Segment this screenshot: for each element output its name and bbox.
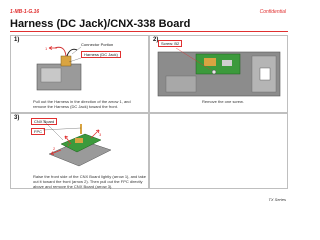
cnx-board-callout: CNX Board xyxy=(31,118,57,125)
svg-text:3: 3 xyxy=(99,132,102,137)
series-footer: TX Series xyxy=(268,197,286,202)
connector-portion-callout: Connector Portion xyxy=(81,42,114,47)
step-1-caption: Pull out the Harness in the direction of the arrow 1, and remove the Harness (DC Jack) toward the front. xyxy=(33,99,131,109)
fpc-callout: FPC xyxy=(31,128,45,135)
step-2-caption: Remove the one screw. xyxy=(202,99,244,104)
step-1-number: 1) xyxy=(14,37,20,43)
step-1-panel xyxy=(10,35,149,113)
step-3-illustration xyxy=(41,120,117,172)
svg-text:2: 2 xyxy=(53,146,56,151)
confidential-label: Confidential xyxy=(259,9,286,15)
step-3-caption: Raise the front side of the CNX Board lightly (arrow 1), and take out it toward the front (arrow 2). Then pull out the FPC directly above and remove the CNX Board (arrow 3). xyxy=(33,174,146,189)
page-title: Harness (DC Jack)/CNX-338 Board xyxy=(10,18,288,32)
step-3-panel xyxy=(10,113,149,189)
step-2-panel xyxy=(149,35,288,113)
model-code: 1-MB-1-G.16 xyxy=(10,9,40,15)
step-3-number: 3) xyxy=(14,115,20,121)
screw-b2-callout: Screw: B2 xyxy=(158,40,182,47)
svg-text:1: 1 xyxy=(67,142,70,147)
step-2-number: 2) xyxy=(153,37,159,43)
step-2-illustration xyxy=(156,48,284,98)
empty-panel xyxy=(149,113,288,189)
svg-text:1: 1 xyxy=(45,46,48,51)
harness-dc-jack-callout: Harness (DC Jack) xyxy=(81,51,121,58)
